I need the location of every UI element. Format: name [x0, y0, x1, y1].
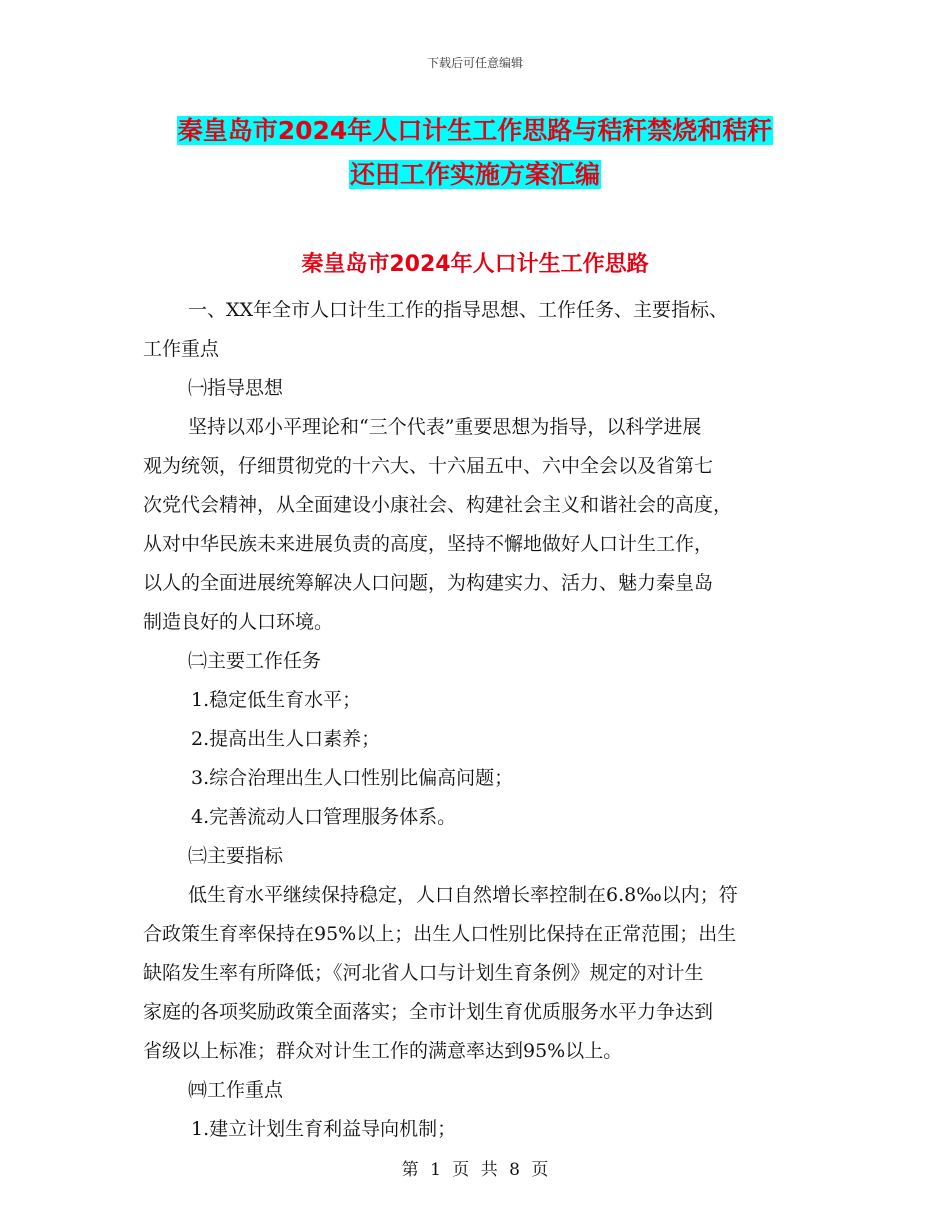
- paragraph-line: 合政策生育率保持在95%以上；出生人口性别比保持在正常范围；出生: [143, 923, 737, 945]
- paragraph-line: 家庭的各项奖励政策全面落实；全市计划生育优质服务水平力争达到: [143, 1001, 714, 1023]
- paragraph-line: 坚持以邓小平理论和“三个代表”重要思想为指导，以科学进展: [188, 416, 702, 438]
- paragraph-line: 观为统领，仔细贯彻党的十六大、十六届五中、六中全会以及省第七: [143, 455, 714, 477]
- paragraph-line: 次党代会精神，从全面建设小康社会、构建社会主义和谐社会的高度，: [143, 494, 733, 516]
- list-item: 4.完善流动人口管理服务体系。: [191, 806, 457, 828]
- paragraph-line: 缺陷发生率有所降低；《河北省人口与计划生育条例》规定的对计生: [143, 962, 704, 984]
- section-title: 秦皇岛市2024年人口计生工作思路: [301, 252, 649, 277]
- subheading-guiding-ideology: ㈠指导思想: [188, 377, 284, 399]
- list-item: 2.提高出生人口素养；: [191, 728, 381, 750]
- document-title-line-1: 秦皇岛市2024年人口计生工作思路与秸秆禁烧和秸秆: [177, 116, 773, 145]
- list-item: 1.稳定低生育水平；: [191, 689, 362, 711]
- section-heading: 一、XX年全市人口计生工作的指导思想、工作任务、主要指标、: [188, 299, 729, 321]
- document-title-line-2: 还田工作实施方案汇编: [349, 160, 600, 189]
- section-heading-cont: 工作重点: [143, 338, 220, 360]
- paragraph-line: 低生育水平继续保持稳定，人口自然增长率控制在6.8‰以内；符: [188, 884, 738, 906]
- paragraph-line: 从对中华民族未来进展负责的高度，坚持不懈地做好人口计生工作，: [143, 533, 714, 555]
- subheading-work-focus: ㈣工作重点: [188, 1079, 284, 1101]
- subheading-main-indicators: ㈢主要指标: [188, 845, 284, 867]
- paragraph-line: 制造良好的人口环境。: [143, 611, 334, 633]
- header-note: 下载后可任意编辑: [426, 56, 523, 70]
- paragraph-line: 省级以上标准；群众对计生工作的满意率达到95%以上。: [143, 1040, 623, 1062]
- list-item: 1.建立计划生育利益导向机制；: [191, 1118, 457, 1140]
- subheading-main-tasks: ㈡主要工作任务: [188, 650, 322, 672]
- paragraph-line: 以人的全面进展统筹解决人口问题，为构建实力、活力、魅力秦皇岛: [143, 572, 714, 594]
- page-footer: 第 1 页 共 8 页: [401, 1160, 549, 1180]
- list-item: 3.综合治理出生人口性别比偏高问题；: [191, 767, 514, 789]
